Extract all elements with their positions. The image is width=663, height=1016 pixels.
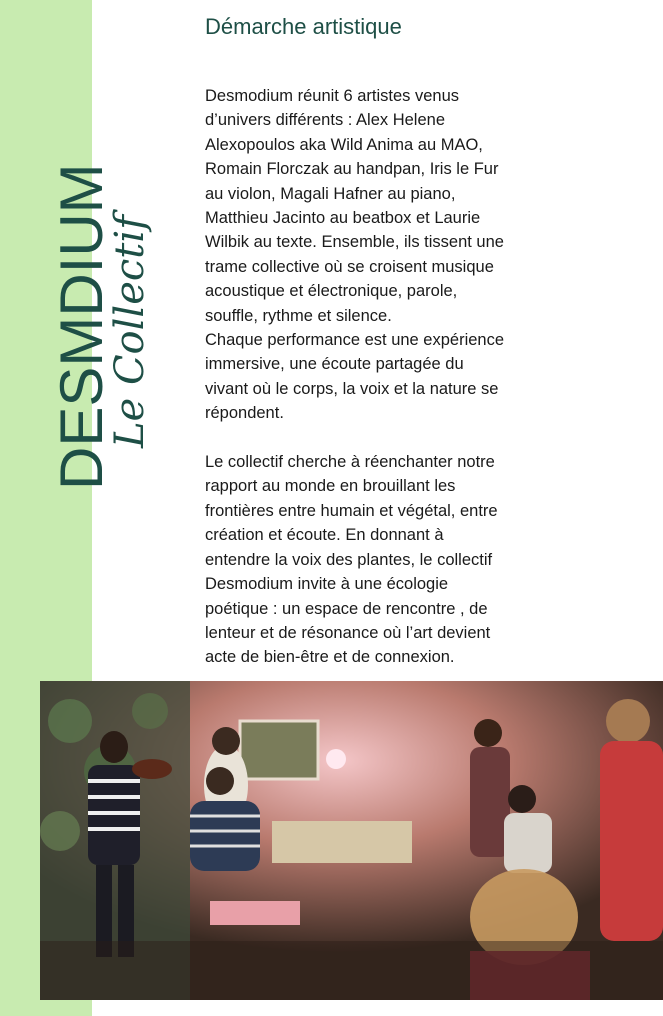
cushion bbox=[210, 901, 300, 925]
section-heading: Démarche artistique bbox=[205, 14, 402, 39]
collective-subtitle: Le Collectif bbox=[107, 215, 153, 448]
speaker-head bbox=[474, 719, 502, 747]
performance-photo-illustration bbox=[40, 681, 663, 1000]
seated-man-head bbox=[508, 785, 536, 813]
floor-shadow bbox=[40, 941, 663, 1000]
lamp-light bbox=[326, 749, 346, 769]
paragraph-mission: Le collectif cherche à réenchanter notre rapport au monde en brouillant les frontières entre humain et végétal, entre création et écoute. En donnant à entendre la voix des plantes, le collectif Desmodium invite à une écologie poétique : un espace de rencontre , de lenteur et de résonance où l’art devient acte de bien-être et de connexion. bbox=[205, 453, 498, 667]
painting bbox=[240, 721, 318, 779]
body-text bbox=[205, 84, 577, 670]
percussionist-body bbox=[190, 801, 260, 871]
violin bbox=[132, 759, 172, 779]
paragraph-performance: Chaque performance est une expérience immersive, une écoute partagée du vivant où le corps, la voix et la nature se répondent. bbox=[205, 331, 505, 423]
standing-woman-body bbox=[600, 741, 663, 941]
collective-title: DESMDIUM bbox=[48, 163, 115, 490]
standing-woman-head bbox=[606, 699, 650, 743]
paragraph-intro: Desmodium réunit 6 artistes venus d’univers différents : Alex Helene Alexopoulos aka Wild Anima au MAO, Romain Florczak au handpan, Iris le Fur au violon, Magali Hafner au piano, Matthieu Jacinto au beatbox et Laurie Wilbik au texte. Ensemble, ils tissent une trame collective où se croisent musique acoustique et électronique, parole, souffle, rythme et silence. bbox=[205, 87, 504, 325]
seated-man-body bbox=[504, 813, 552, 873]
percussionist-head bbox=[206, 767, 234, 795]
violinist-head bbox=[100, 731, 128, 763]
performance-photo bbox=[40, 681, 663, 1000]
table bbox=[272, 821, 412, 863]
